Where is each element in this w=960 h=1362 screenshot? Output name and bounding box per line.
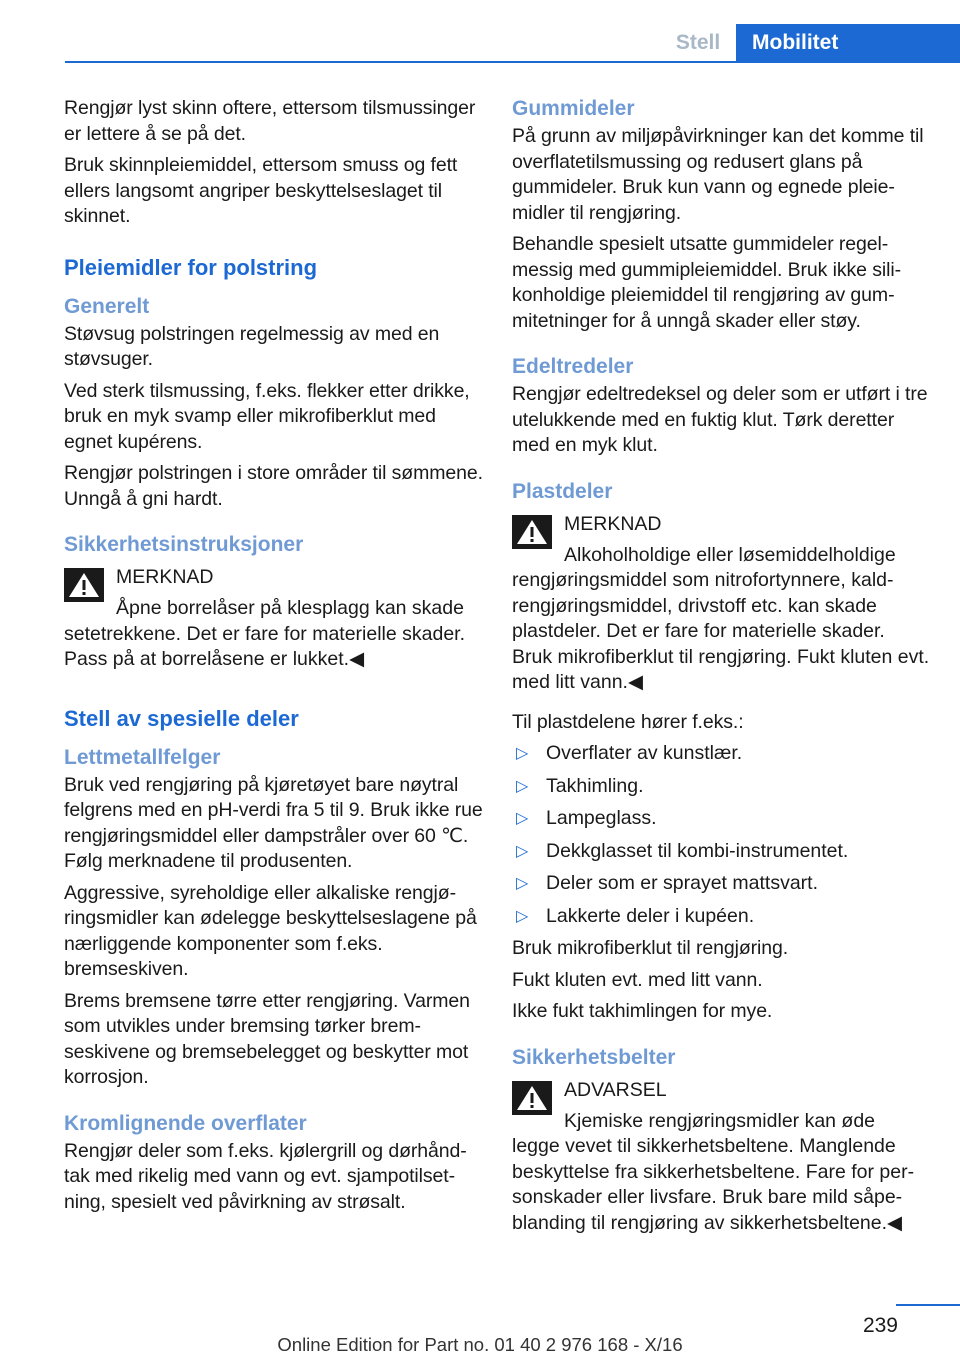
paragraph: Rengjør deler som f.eks. kjølergrill og dørhåndtak med rikelig med vann og evt. sjampotilsetning, spesielt ved påvirkning av strøsalt.	[64, 1139, 467, 1213]
list-item: ▷ Lakkerte deler i kupéen.	[512, 904, 930, 930]
tab-mobilitet[interactable]: Mobilitet	[736, 24, 960, 62]
notice-box	[64, 564, 484, 673]
warning-triangle-icon	[64, 568, 104, 602]
chapter-tabs	[660, 24, 960, 62]
paragraph: Rengjør edeltredeksel og deler som er utført i tre utelukkende med en fuktig klut. Tørk deretter med en myk klut.	[512, 383, 928, 456]
notice-text: rengjøringsmiddel som nitrofortynnere, kaldrengjøringsmiddel, drivstoff etc. kan skade plastdeler. Det er fare for materielle skader. Bruk mikrofiberklut til rengjøring. Fukt kluten evt. med litt vann.◀	[512, 569, 930, 693]
triangle-bullet-icon: ▷	[516, 842, 529, 860]
subheading-lettmetallfelger: Lettmetallfelger	[64, 745, 221, 769]
notice-box	[512, 511, 930, 696]
notice-text-lead: Åpne borrelåser på klesplagg kan skade	[116, 597, 464, 619]
subheading-plastdeler: Plastdeler	[512, 479, 613, 503]
paragraph: Bruk mikrofiberklut til rengjøring.	[512, 937, 789, 959]
tab-stell[interactable]: Stell	[660, 24, 736, 62]
triangle-bullet-icon: ▷	[516, 810, 529, 827]
subheading-gummideler: Gummideler	[512, 97, 635, 120]
paragraph: Behandle spesielt utsatte gummideler regelmessig med gummipleiemiddel. Bruk ikke silikonholdige pleiemiddel til rengjøring av gummitetninger for å unngå skader eller støy.	[512, 233, 902, 332]
warning-triangle-icon	[512, 1081, 552, 1115]
triangle-bullet-icon: ▷	[516, 875, 529, 892]
notice-text: setetrekkene. Det er fare for materielle skader. Pass på at borrelåsene er lukket.◀	[64, 622, 466, 670]
paragraph: Bruk skinnpleiemiddel, ettersom smuss og fett ellers langsomt angriper beskyttelseslaget til skinnet.	[64, 154, 458, 227]
list-item: ▷ Dekkglasset til kombi-instrumentet.	[512, 839, 930, 865]
warning-triangle-icon	[512, 515, 552, 549]
warning-text-lead: Kjemiske rengjøringsmidler kan øde	[564, 1109, 876, 1132]
left-column	[64, 96, 484, 1221]
paragraph: Støvsug polstringen regelmessig av med en støvsuger.	[64, 322, 440, 370]
paragraph: Rengjør polstringen i store områder til sømmene. Unngå å gni hardt.	[64, 462, 483, 510]
warning-text: legge vevet til sikkerhetsbeltene. Manglende beskyttelse fra sikkerhetsbeltene. Fare for personskader eller livsfare. Bruk bare mild såpeblanding til rengjøring av sikkerhetsbeltene.◀	[512, 1135, 915, 1234]
paragraph: Ikke fukt takhimlingen for mye.	[512, 1000, 773, 1022]
right-column	[512, 96, 930, 1246]
plastic-parts-list	[512, 741, 930, 929]
paragraph: På grunn av miljøpåvirkninger kan det komme til overflatetilsmussing og redusert glans på gummideler. Bruk kun vann og egnede pleiemidler til rengjøring.	[512, 125, 924, 224]
paragraph: Bruk ved rengjøring på kjøretøyet bare nøytral felgrens med en pH-verdi fra 5 til 9. Bruk ikke rue rengjøringsmiddel eller dampstråler over 60 ℃. Følg merknadene til produsenten.	[64, 773, 483, 872]
warning-label: ADVARSEL	[564, 1078, 667, 1101]
paragraph: Brems bremsene tørre etter rengjøring. Varmen som utvikles under bremsing tørker bremseskivene og bremsebelegget og beskytter mot korrosjon.	[64, 989, 470, 1088]
notice-label: MERKNAD	[564, 512, 662, 535]
list-item: ▷ Overflater av kunstlær.	[512, 741, 930, 767]
page-number: 239	[862, 1314, 898, 1337]
triangle-bullet-icon: ▷	[516, 907, 529, 925]
notice-text-lead: Alkoholholdige eller løsemiddelholdige	[564, 543, 896, 566]
warning-box	[512, 1077, 930, 1237]
subheading-sikkerhetsinstruksjoner: Sikkerhetsinstruksjoner	[64, 533, 304, 556]
section-heading-polstring: Pleiemidler for polstring	[64, 254, 318, 280]
subheading-kromlignende: Kromlignende overflater	[64, 1111, 307, 1135]
edition-footer: Online Edition for Part no. 01 40 2 976 168 - X/16	[277, 1334, 683, 1355]
triangle-bullet-icon: ▷	[516, 745, 529, 762]
paragraph: Fukt kluten evt. med litt vann.	[512, 968, 763, 991]
footer-rule	[896, 1304, 960, 1306]
list-item: ▷ Takhimling.	[512, 774, 930, 800]
notice-label: MERKNAD	[116, 566, 214, 588]
list-item: ▷ Lampeglass.	[512, 806, 930, 832]
paragraph: Til plastdelene hører f.eks.:	[512, 710, 744, 733]
subheading-generelt: Generelt	[64, 294, 150, 318]
list-item: ▷ Deler som er sprayet mattsvart.	[512, 871, 930, 897]
section-heading-spesielle-deler: Stell av spesielle deler	[64, 705, 299, 731]
header-rule	[65, 61, 960, 63]
subheading-sikkerhetsbelter: Sikkerhetsbelter	[512, 1045, 676, 1069]
subheading-edeltredeler: Edeltredeler	[512, 355, 634, 378]
triangle-bullet-icon: ▷	[516, 777, 529, 795]
paragraph: Aggressive, syreholdige eller alkaliske rengjøringsmidler kan ødelegge beskyttelseslagene på nærliggende komponenter som f.eks. bremseskiven.	[64, 881, 477, 980]
paragraph: Rengjør lyst skinn oftere, ettersom tilsmussinger er lettere å se på det.	[64, 97, 476, 145]
paragraph: Ved sterk tilsmussing, f.eks. flekker etter drikke, bruk en myk svamp eller mikrofiberklut med egnet kupérens.	[64, 379, 470, 453]
